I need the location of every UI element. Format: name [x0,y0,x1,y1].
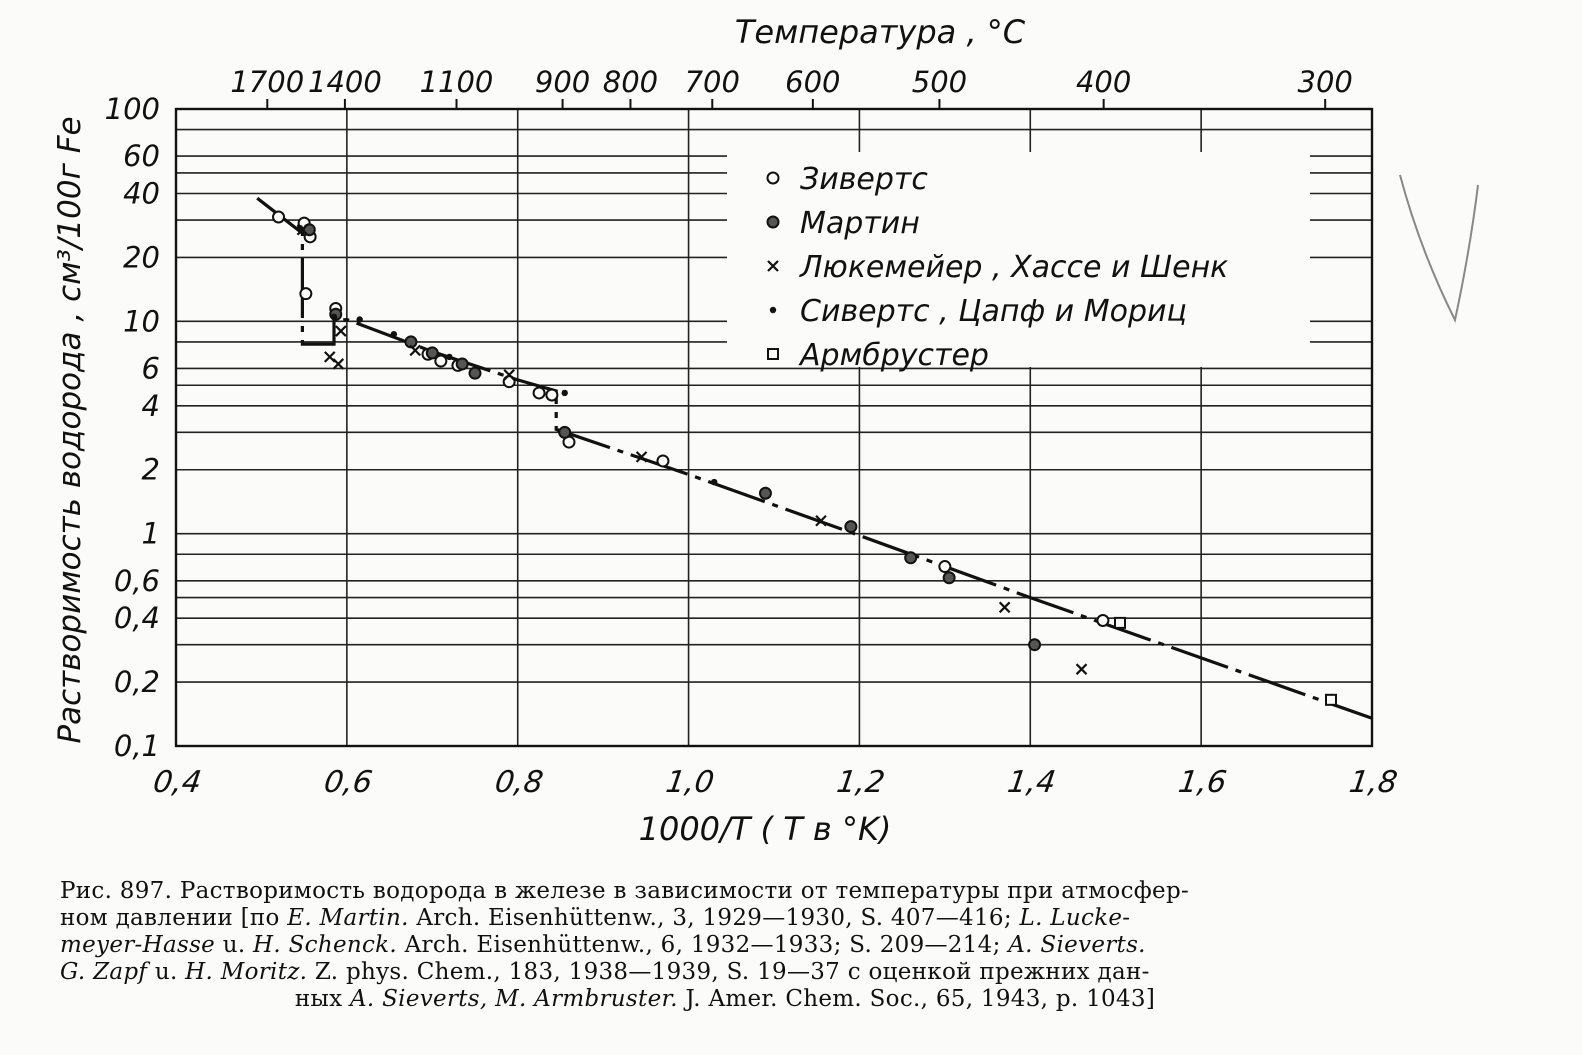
data-point [297,225,303,231]
y-tick-label: 0,6 [113,563,160,598]
data-point [336,326,346,336]
pencil-mark [1400,175,1478,320]
data-point [331,314,337,320]
data-point [534,387,545,398]
data-point [446,354,452,360]
chart-legend [727,152,1310,373]
top-tick-label: 1100 [419,65,494,99]
legend-marker [768,349,778,359]
caption-line-3: meyer-Hasse u. H. Schenck. Arch. Eisenhüttenw., 6, 1932—1933; S. 209—214; A. Sieverts. [60,932,1146,958]
chart-labels [52,13,1478,848]
x-tick-label: 1,2 [834,765,888,800]
y-axis-title: Растворимость водорода , см³/100г Fe [52,116,88,744]
x-tick-label: 1,0 [663,765,717,800]
data-point [300,288,311,299]
data-point [1097,615,1108,626]
caption-line-4: G. Zapf u. H. Moritz. Z. phys. Chem., 183, 1938—1939, S. 19—37 с оценкой прежних дан- [60,959,1150,985]
data-point [1326,695,1336,705]
data-point [559,427,570,438]
data-point [657,455,668,466]
data-point [944,572,955,583]
y-tick-label: 0,1 [113,729,160,763]
data-point [391,331,397,337]
data-point [273,212,284,223]
top-tick-label: 500 [911,65,968,99]
legend-label: Люкемейер , Хассе и Шенк [800,250,1229,285]
y-tick-label: 10 [123,304,160,339]
legend-label: Зивертс [800,162,928,197]
data-point [1029,639,1040,650]
y-tick-label: 100 [104,92,160,126]
y-tick-label: 6 [141,351,160,386]
y-tick-label: 2 [141,452,160,487]
top-tick-label: 900 [534,65,591,99]
data-point [356,316,362,322]
data-point [546,389,557,400]
caption-line-5: ных A. Sieverts, M. Armbruster. J. Amer. Chem. Soc., 65, 1943, p. 1043] [294,986,1156,1012]
legend-marker [770,307,776,313]
y-tick-label: 4 [141,388,160,423]
y-tick-label: 0,4 [113,601,160,636]
data-point [905,552,916,563]
data-point [410,345,420,355]
x-tick-label: 0,6 [321,765,375,800]
y-tick-label: 0,2 [113,665,160,700]
x-axis-title: 1000/T ( T в °K) [638,810,892,848]
data-point [1077,664,1087,674]
y-tick-label: 40 [123,176,160,211]
data-point [939,561,950,572]
data-point [711,479,717,485]
top-tick-label: 400 [1075,65,1132,99]
top-tick-label: 800 [602,65,659,99]
top-axis-title: Температура , °C [734,13,1026,51]
figure-caption [60,878,1390,1013]
top-tick-label: 300 [1297,65,1353,99]
top-tick-label: 1700 [230,65,305,99]
data-point [1000,602,1010,612]
data-point [333,359,343,369]
y-tick-label: 20 [123,240,160,275]
legend-label: Армбрустер [800,338,989,373]
legend-marker [768,173,779,184]
legend-marker [768,217,779,228]
caption-line-1: Рис. 897. Растворимость водорода в железе в зависимости от температуры при атмосфер- [60,878,1190,904]
caption-line-2: ном давлении [по E. Martin. Arch. Eisenhüttenw., 3, 1929—1930, S. 407—416; L. Lucke- [60,905,1131,931]
data-point [457,358,468,369]
x-tick-label: 1,6 [1176,765,1229,800]
data-point [1115,618,1125,628]
x-tick-label: 1,4 [1005,765,1058,800]
legend-label: Сивертс , Цапф и Мориц [800,294,1187,329]
data-point [760,488,771,499]
data-point [470,368,481,379]
x-tick-label: 0,8 [492,765,546,800]
data-point [562,390,568,396]
y-tick-label: 1 [141,516,160,551]
top-tick-label: 600 [785,65,841,99]
top-tick-label: 700 [684,65,740,99]
legend-label: Мартин [800,206,920,241]
x-tick-label: 0,4 [151,765,204,800]
data-point [427,347,438,358]
y-tick-label: 60 [123,139,160,174]
top-tick-label: 1400 [308,65,382,99]
x-tick-label: 1,8 [1347,765,1400,800]
data-point [845,521,856,532]
